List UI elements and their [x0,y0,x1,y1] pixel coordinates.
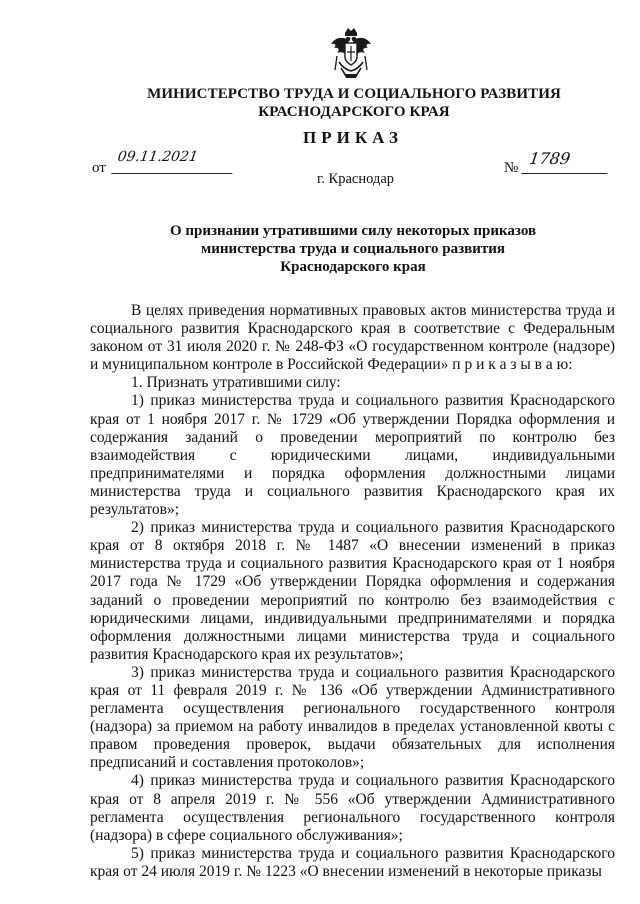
coat-of-arms-icon [329,26,373,80]
list-item: 1) приказ министерства труда и социального развития Краснодарского края от 1 ноября 2017 г. № 1729 «Об утверждении Порядка оформления и содержания заданий о проведении мероприятий по контролю без взаимодействия с юридическими лицами, индивидуальными предпринимателями и порядка оформления должностными лицами министерства труда и социального развития Краснодарского края их результатов»; [90,392,615,519]
order-body [90,302,615,881]
list-item: 2) приказ министерства труда и социального развития Краснодарского края от 8 октября 2018 г. № 1487 «О внесении изменений в приказ министерства труда и социального развития Краснодарского края от 1 ноября 2017 года № 1729 «Об утверждении Порядка оформления и содержания заданий о проведении мероприятий по контролю без взаимодействия с юридическими лицами, индивидуальными предпринимателями и порядка оформления должностными лицами министерства труда и социального развития Краснодарского края их результатов»; [90,519,615,663]
city-label: г. Краснодар [317,171,395,187]
date-handwritten: 09.11.2021 [111,149,236,174]
date-label: от [92,160,106,176]
subject-line-3: Краснодарского края [280,259,426,275]
order-subject [0,222,640,276]
list-item: 4) приказ министерства труда и социального развития Краснодарского края от 8 апреля 2019 г. № 556 «Об утверждении Административного регламента осуществления регионального государственного контроля (надзора) в сфере социального обслуживания»; [90,772,615,844]
ministry-name [0,85,640,121]
number-handwritten: 1789 [521,149,611,174]
point-1-paragraph: 1. Признать утратившими силу: [131,374,341,392]
subject-line-2: министерства труда и социального развития [200,241,506,257]
preamble-paragraph: В целях приведения нормативных правовых актов министерства труда и социального развития Краснодарского края в соответствие с Федеральным законом от 31 июля 2020 г. № 248-ФЗ «О государственном контроле (надзоре) и муниципальном контроле в Российской Федерации» п р и к а з ы в а ю: [90,302,615,374]
subject-line-1: О признании утратившими силу некоторых приказов [169,223,537,239]
ministry-line-2: КРАСНОДАРСКОГО КРАЯ [258,104,450,120]
ministry-line-1: МИНИСТЕРСТВО ТРУДА И СОЦИАЛЬНОГО РАЗВИТИЯ [147,86,561,102]
list-item: 3) приказ министерства труда и социального развития Краснодарского края от 11 февраля 2019 г. № 136 «Об утверждении Административного регламента осуществления регионального государственного контроля (надзора) за приемом на работу инвалидов в пределах установленной квоты с правом проведения проверок, выдачи обязательных для исполнения предписаний и составления протоколов»; [90,663,615,772]
list-item: 5) приказ министерства труда и социального развития Краснодарского края от 24 июля 2019 г. № 1223 «О внесении изменений в некоторые приказы [90,844,615,880]
document-type-title: ПРИКАЗ [303,128,403,147]
number-label: № [504,160,519,176]
